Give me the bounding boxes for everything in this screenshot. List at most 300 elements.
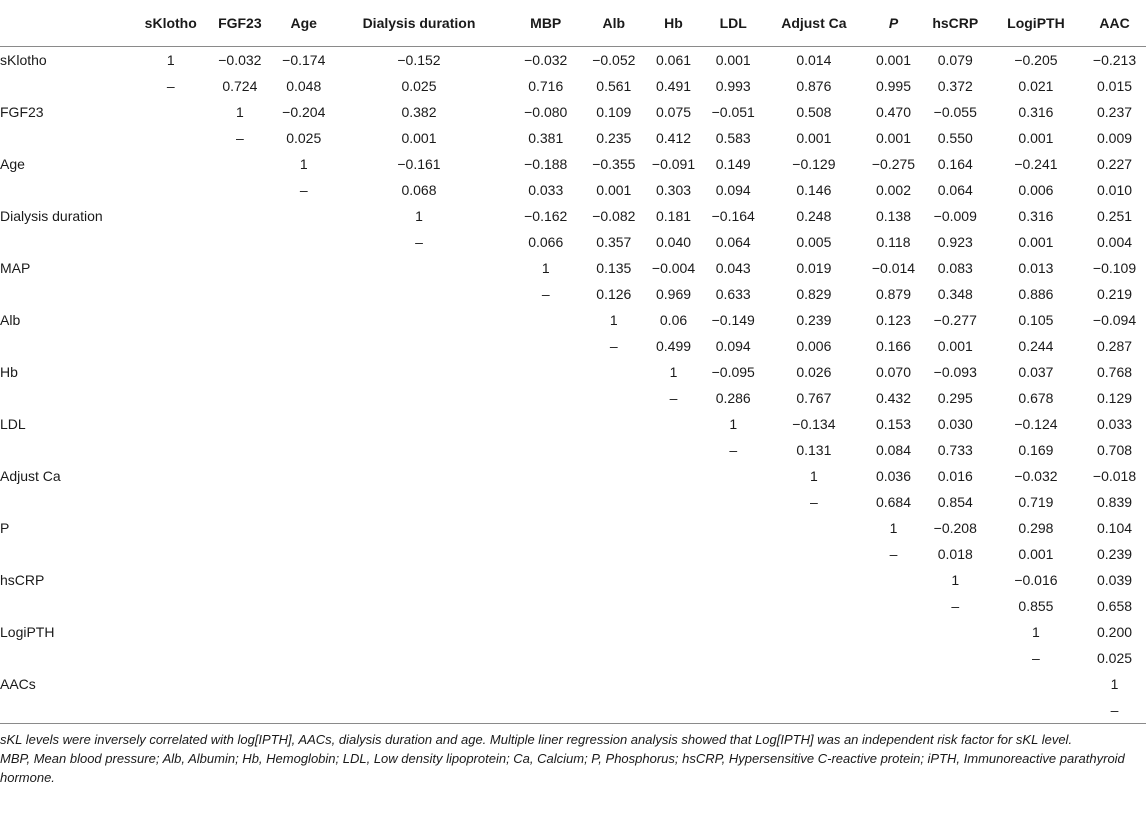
coefficient-cell: −0.204 xyxy=(282,104,326,120)
pvalue-cell xyxy=(138,645,203,671)
table-header xyxy=(0,0,1146,47)
coefficient-cell xyxy=(138,463,203,489)
pvalue-cell: – xyxy=(541,286,550,302)
pvalue-cell: 0.993 xyxy=(715,78,751,94)
coefficient-cell: −0.213 xyxy=(1092,52,1137,68)
coefficient-cell xyxy=(138,567,203,593)
coefficient-cell: 0.470 xyxy=(875,104,911,120)
pvalue-cell: 0.018 xyxy=(937,546,973,562)
coefficient-cell xyxy=(203,515,276,541)
pvalue-cell xyxy=(138,541,203,567)
coefficient-cell: −0.032 xyxy=(218,52,262,68)
coefficient-cell xyxy=(203,619,276,645)
coefficient-cell: 0.768 xyxy=(1097,364,1133,380)
table-row-coefficient xyxy=(0,567,1146,593)
table-row-coefficient xyxy=(0,671,1146,697)
coefficient-cell: 1 xyxy=(809,468,818,484)
pvalue-cell: 0.372 xyxy=(937,78,973,94)
pvalue-cell xyxy=(507,489,585,515)
pvalue-cell: 0.583 xyxy=(715,130,751,146)
pvalue-cell: 0.876 xyxy=(796,78,832,94)
table-row-coefficient xyxy=(0,359,1146,385)
coefficient-cell xyxy=(507,411,585,437)
pvalue-cell: 0.009 xyxy=(1097,130,1133,146)
pvalue-cell: 0.131 xyxy=(796,442,832,458)
coefficient-cell: −0.009 xyxy=(933,208,977,224)
table-row-pvalue xyxy=(0,541,1146,567)
pvalue-cell xyxy=(507,593,585,619)
pvalue-cell: – xyxy=(235,130,244,146)
pvalue-cell: – xyxy=(669,390,678,406)
pvalue-cell: 0.001 xyxy=(1018,234,1054,250)
pvalue-cell xyxy=(331,489,507,515)
coefficient-cell xyxy=(203,359,276,385)
coefficient-cell: −0.208 xyxy=(933,520,977,536)
coefficient-cell: 0.039 xyxy=(1097,572,1133,588)
coefficient-cell: 0.019 xyxy=(796,260,832,276)
pvalue-cell: 0.006 xyxy=(796,338,832,354)
coefficient-cell xyxy=(138,411,203,437)
pvalue-cell: 0.033 xyxy=(528,182,564,198)
pvalue-cell xyxy=(203,697,276,724)
coefficient-cell: 0.508 xyxy=(796,104,832,120)
table-row-pvalue xyxy=(0,177,1146,203)
coefficient-cell: −0.188 xyxy=(524,156,568,172)
coefficient-cell: 0.248 xyxy=(796,208,832,224)
coefficient-cell xyxy=(138,255,203,281)
pvalue-cell: 0.244 xyxy=(1018,338,1054,354)
pvalue-cell: 0.381 xyxy=(528,130,564,146)
pvalue-cell: 0.684 xyxy=(875,494,911,510)
pvalue-cell xyxy=(138,281,203,307)
column-header: AAC xyxy=(1083,0,1146,47)
coefficient-cell xyxy=(331,411,507,437)
coefficient-cell: 0.149 xyxy=(715,156,751,172)
coefficient-cell: −0.152 xyxy=(397,52,441,68)
pvalue-cell xyxy=(203,489,276,515)
pvalue-cell: 0.969 xyxy=(655,286,692,302)
column-header: sKlotho xyxy=(138,0,203,47)
column-header: MBP xyxy=(507,0,585,47)
pvalue-cell xyxy=(203,645,276,671)
pvalue-cell xyxy=(865,697,922,724)
header-row xyxy=(0,0,1146,47)
pvalue-cell xyxy=(277,385,331,411)
table-row-coefficient xyxy=(0,47,1146,74)
coefficient-cell: 0.001 xyxy=(875,52,911,68)
coefficient-cell: −0.004 xyxy=(651,260,696,276)
coefficient-cell xyxy=(643,567,704,593)
coefficient-cell: 0.138 xyxy=(875,208,911,224)
coefficient-cell xyxy=(507,359,585,385)
pvalue-cell xyxy=(138,125,203,151)
pvalue-cell: 0.146 xyxy=(796,182,832,198)
coefficient-cell xyxy=(203,151,276,177)
coefficient-cell: 0.181 xyxy=(655,208,692,224)
footnote-line-summary: sKL levels were inversely correlated with log[IPTH], AACs, dialysis duration and age. Multiple liner regression analysis showed that Log[IPTH] was an independent risk factor for sKL level. xyxy=(0,732,1073,747)
column-header: P xyxy=(865,0,922,47)
pvalue-cell: 0.295 xyxy=(937,390,973,406)
pvalue-cell: 0.015 xyxy=(1097,78,1133,94)
coefficient-cell xyxy=(763,567,866,593)
row-label: Hb xyxy=(0,364,18,380)
pvalue-cell xyxy=(763,541,866,567)
coefficient-cell: −0.080 xyxy=(524,104,568,120)
coefficient-cell: 0.075 xyxy=(655,104,692,120)
coefficient-cell: −0.355 xyxy=(592,156,636,172)
pvalue-cell: 0.767 xyxy=(796,390,832,406)
coefficient-cell: −0.051 xyxy=(711,104,755,120)
pvalue-cell: – xyxy=(1083,697,1146,724)
pvalue-cell xyxy=(203,229,276,255)
pvalue-cell: 0.678 xyxy=(1018,390,1054,406)
pvalue-cell: 0.084 xyxy=(875,442,911,458)
coefficient-cell: −0.129 xyxy=(792,156,836,172)
pvalue-cell: 0.219 xyxy=(1097,286,1133,302)
coefficient-cell: 0.105 xyxy=(1018,312,1054,328)
column-header: LogiPTH xyxy=(989,0,1083,47)
table-footnote xyxy=(0,724,1146,787)
pvalue-cell: 0.001 xyxy=(401,130,437,146)
coefficient-cell: −0.016 xyxy=(1014,572,1058,588)
column-header: FGF23 xyxy=(203,0,276,47)
pvalue-cell: 0.001 xyxy=(1018,130,1054,146)
coefficient-cell: 0.001 xyxy=(715,52,751,68)
pvalue-cell xyxy=(277,645,331,671)
coefficient-cell: 1 xyxy=(235,104,244,120)
coefficient-cell xyxy=(277,255,331,281)
pvalue-cell: 0.854 xyxy=(937,494,973,510)
row-label-empty xyxy=(0,489,138,515)
pvalue-cell: 0.006 xyxy=(1018,182,1054,198)
pvalue-cell xyxy=(584,593,643,619)
coefficient-cell xyxy=(922,671,989,697)
coefficient-cell: 1 xyxy=(415,208,423,224)
pvalue-cell: 0.491 xyxy=(655,78,692,94)
row-label: LDL xyxy=(0,416,26,432)
coefficient-cell xyxy=(138,671,203,697)
pvalue-cell xyxy=(203,333,276,359)
pvalue-cell xyxy=(331,385,507,411)
pvalue-cell xyxy=(277,593,331,619)
pvalue-cell: 0.658 xyxy=(1097,598,1133,614)
coefficient-cell: 1 xyxy=(1032,624,1040,640)
pvalue-cell xyxy=(704,593,763,619)
pvalue-cell: 0.094 xyxy=(715,338,751,354)
pvalue-cell: – xyxy=(166,78,175,94)
pvalue-cell xyxy=(138,229,203,255)
coefficient-cell xyxy=(331,255,507,281)
pvalue-cell: 0.303 xyxy=(655,182,692,198)
coefficient-cell xyxy=(277,359,331,385)
pvalue-cell: 0.021 xyxy=(1018,78,1054,94)
coefficient-cell xyxy=(584,411,643,437)
coefficient-cell: −0.134 xyxy=(792,416,836,432)
coefficient-cell xyxy=(584,619,643,645)
column-header: Age xyxy=(277,0,331,47)
table-row-pvalue xyxy=(0,593,1146,619)
coefficient-cell xyxy=(643,671,704,697)
coefficient-cell: 0.153 xyxy=(875,416,911,432)
pvalue-cell: 0.064 xyxy=(715,234,751,250)
pvalue-cell: 0.239 xyxy=(1097,546,1133,562)
pvalue-cell xyxy=(507,645,585,671)
coefficient-cell: 1 xyxy=(299,156,308,172)
pvalue-cell: – xyxy=(809,494,818,510)
pvalue-cell xyxy=(138,177,203,203)
pvalue-cell: 0.561 xyxy=(596,78,632,94)
pvalue-cell: 0.432 xyxy=(875,390,911,406)
pvalue-cell: 0.995 xyxy=(875,78,911,94)
pvalue-cell: 0.068 xyxy=(401,182,437,198)
coefficient-cell: −0.124 xyxy=(1014,416,1058,432)
pvalue-cell: 0.025 xyxy=(1097,650,1133,666)
row-label-empty xyxy=(0,125,138,151)
pvalue-cell xyxy=(643,541,704,567)
pvalue-cell xyxy=(763,593,866,619)
pvalue-cell: 0.708 xyxy=(1097,442,1133,458)
coefficient-cell: −0.161 xyxy=(397,156,441,172)
coefficient-cell xyxy=(277,463,331,489)
row-label-empty xyxy=(0,385,138,411)
pvalue-cell: 0.005 xyxy=(796,234,832,250)
table-row-coefficient xyxy=(0,619,1146,645)
column-header: Hb xyxy=(643,0,704,47)
pvalue-cell: 0.716 xyxy=(528,78,564,94)
pvalue-cell xyxy=(922,697,989,724)
coefficient-cell xyxy=(704,567,763,593)
coefficient-cell: −0.082 xyxy=(592,208,636,224)
coefficient-cell: 0.382 xyxy=(401,104,437,120)
row-label: AACs xyxy=(0,676,36,692)
pvalue-cell: 0.733 xyxy=(937,442,973,458)
coefficient-cell: −0.149 xyxy=(711,312,755,328)
coefficient-cell xyxy=(203,463,276,489)
coefficient-cell xyxy=(584,567,643,593)
column-header: hsCRP xyxy=(922,0,989,47)
coefficient-cell xyxy=(331,515,507,541)
row-label-empty xyxy=(0,645,138,671)
pvalue-cell xyxy=(704,489,763,515)
coefficient-cell: 0.135 xyxy=(596,260,632,276)
coefficient-cell: −0.174 xyxy=(282,52,326,68)
pvalue-cell xyxy=(507,541,585,567)
pvalue-cell xyxy=(331,437,507,463)
coefficient-cell: −0.018 xyxy=(1092,468,1137,484)
row-label: Dialysis duration xyxy=(0,208,103,224)
pvalue-cell xyxy=(331,333,507,359)
coefficient-cell: −0.277 xyxy=(933,312,977,328)
pvalue-cell xyxy=(138,593,203,619)
coefficient-cell xyxy=(763,619,866,645)
table-row-coefficient xyxy=(0,463,1146,489)
coefficient-cell: 0.239 xyxy=(796,312,832,328)
row-label: P xyxy=(0,520,10,536)
coefficient-cell xyxy=(277,307,331,333)
coefficient-cell: 0.033 xyxy=(1097,416,1133,432)
table-row-coefficient xyxy=(0,411,1146,437)
coefficient-cell xyxy=(203,411,276,437)
pvalue-cell xyxy=(704,541,763,567)
pvalue-cell: 0.879 xyxy=(875,286,911,302)
coefficient-cell: −0.094 xyxy=(1092,312,1137,328)
pvalue-cell xyxy=(584,541,643,567)
coefficient-cell: 0.316 xyxy=(1018,104,1054,120)
coefficient-cell xyxy=(584,671,643,697)
coefficient-cell xyxy=(138,307,203,333)
coefficient-cell: −0.241 xyxy=(1014,156,1058,172)
pvalue-cell xyxy=(203,385,276,411)
row-label: Alb xyxy=(0,312,21,328)
coefficient-cell xyxy=(584,359,643,385)
pvalue-cell xyxy=(865,593,922,619)
coefficient-cell xyxy=(507,619,585,645)
coefficient-cell xyxy=(138,515,203,541)
pvalue-cell xyxy=(277,333,331,359)
pvalue-cell xyxy=(507,333,585,359)
coefficient-cell: 0.200 xyxy=(1097,624,1133,640)
pvalue-cell: 0.001 xyxy=(1018,546,1054,562)
table-row-pvalue xyxy=(0,385,1146,411)
pvalue-cell xyxy=(643,489,704,515)
coefficient-cell: 0.06 xyxy=(659,312,688,328)
pvalue-cell: 0.286 xyxy=(715,390,751,406)
coefficient-cell: −0.095 xyxy=(711,364,755,380)
coefficient-cell xyxy=(203,203,276,229)
pvalue-cell: 0.001 xyxy=(796,130,832,146)
table-row-pvalue xyxy=(0,229,1146,255)
coefficient-cell: −0.275 xyxy=(871,156,916,172)
table-row-pvalue xyxy=(0,281,1146,307)
pvalue-cell: – xyxy=(951,598,960,614)
pvalue-cell xyxy=(584,489,643,515)
coefficient-cell: 0.227 xyxy=(1097,156,1133,172)
row-label-empty xyxy=(0,437,138,463)
coefficient-cell xyxy=(865,567,922,593)
coefficient-cell xyxy=(507,671,585,697)
coefficient-cell: 0.016 xyxy=(937,468,973,484)
pvalue-cell: 0.357 xyxy=(596,234,632,250)
row-label-empty xyxy=(0,229,138,255)
pvalue-cell: 0.499 xyxy=(655,338,692,354)
pvalue-cell xyxy=(507,697,585,724)
pvalue-cell: 0.001 xyxy=(937,338,973,354)
coefficient-cell xyxy=(989,671,1083,697)
coefficient-cell xyxy=(203,255,276,281)
pvalue-cell xyxy=(507,437,585,463)
table-row-pvalue xyxy=(0,437,1146,463)
pvalue-cell: 0.886 xyxy=(1018,286,1054,302)
pvalue-cell: 0.001 xyxy=(875,130,911,146)
coefficient-cell: 0.030 xyxy=(937,416,973,432)
coefficient-cell xyxy=(331,307,507,333)
coefficient-cell xyxy=(922,619,989,645)
coefficient-cell: 0.251 xyxy=(1097,208,1133,224)
coefficient-cell: 0.070 xyxy=(875,364,911,380)
pvalue-cell: 0.719 xyxy=(1018,494,1054,510)
coefficient-cell xyxy=(643,463,704,489)
pvalue-cell: 0.235 xyxy=(596,130,632,146)
corner-cell xyxy=(0,0,138,47)
pvalue-cell: 0.169 xyxy=(1018,442,1054,458)
coefficient-cell xyxy=(865,671,922,697)
coefficient-cell: −0.162 xyxy=(524,208,568,224)
pvalue-cell: – xyxy=(609,338,618,354)
coefficient-cell xyxy=(331,463,507,489)
pvalue-cell: 0.126 xyxy=(596,286,632,302)
pvalue-cell xyxy=(584,697,643,724)
pvalue-cell: – xyxy=(299,182,308,198)
pvalue-cell: 0.001 xyxy=(596,182,632,198)
pvalue-cell: 0.550 xyxy=(937,130,973,146)
coefficient-cell: 0.043 xyxy=(715,260,751,276)
table-row-pvalue xyxy=(0,645,1146,671)
row-label: LogiPTH xyxy=(0,624,55,640)
coefficient-cell: 1 xyxy=(729,416,738,432)
coefficient-cell: 1 xyxy=(166,52,175,68)
pvalue-cell xyxy=(138,385,203,411)
pvalue-cell xyxy=(507,385,585,411)
pvalue-cell xyxy=(643,437,704,463)
pvalue-cell xyxy=(704,645,763,671)
pvalue-cell: 0.064 xyxy=(937,182,973,198)
coefficient-cell: 0.083 xyxy=(937,260,973,276)
coefficient-cell: 0.036 xyxy=(875,468,911,484)
table-row-pvalue xyxy=(0,697,1146,724)
pvalue-cell: 0.048 xyxy=(286,78,322,94)
pvalue-cell xyxy=(277,229,331,255)
coefficient-cell xyxy=(277,671,331,697)
pvalue-cell: 0.287 xyxy=(1097,338,1133,354)
row-label: hsCRP xyxy=(0,572,45,588)
table-row-coefficient xyxy=(0,307,1146,333)
table-row-pvalue xyxy=(0,489,1146,515)
coefficient-cell xyxy=(277,515,331,541)
coefficient-cell: 0.316 xyxy=(1018,208,1054,224)
coefficient-cell xyxy=(277,619,331,645)
pvalue-cell xyxy=(989,697,1083,724)
coefficient-cell: 0.104 xyxy=(1097,520,1133,536)
pvalue-cell xyxy=(584,385,643,411)
coefficient-cell: 0.014 xyxy=(796,52,832,68)
pvalue-cell xyxy=(277,489,331,515)
pvalue-cell: 0.412 xyxy=(655,130,692,146)
row-label-empty xyxy=(0,697,138,724)
pvalue-cell: – xyxy=(415,234,423,250)
table-row-coefficient xyxy=(0,151,1146,177)
coefficient-cell xyxy=(277,411,331,437)
pvalue-cell: 0.829 xyxy=(796,286,832,302)
footnote-line-abbreviations: MBP, Mean blood pressure; Alb, Albumin; Hb, Hemoglobin; LDL, Low density lipoprotein; Ca, Calcium; P, Phosphorus; hsCRP, Hypersensitive C-reactive protein; iPTH, Immunoreactive parathyroid hormone. xyxy=(0,751,1125,785)
pvalue-cell xyxy=(203,437,276,463)
coefficient-cell: 0.109 xyxy=(596,104,632,120)
column-header: Alb xyxy=(584,0,643,47)
table-row-coefficient xyxy=(0,99,1146,125)
coefficient-cell: 0.164 xyxy=(937,156,973,172)
coefficient-cell xyxy=(138,359,203,385)
coefficient-cell xyxy=(138,619,203,645)
pvalue-cell: 0.025 xyxy=(401,78,437,94)
coefficient-cell xyxy=(507,567,585,593)
coefficient-cell: −0.091 xyxy=(651,156,696,172)
coefficient-cell xyxy=(277,203,331,229)
pvalue-cell: 0.633 xyxy=(715,286,751,302)
pvalue-cell: 0.094 xyxy=(715,182,751,198)
pvalue-cell xyxy=(643,697,704,724)
pvalue-cell xyxy=(643,645,704,671)
pvalue-cell xyxy=(277,541,331,567)
pvalue-cell xyxy=(331,281,507,307)
